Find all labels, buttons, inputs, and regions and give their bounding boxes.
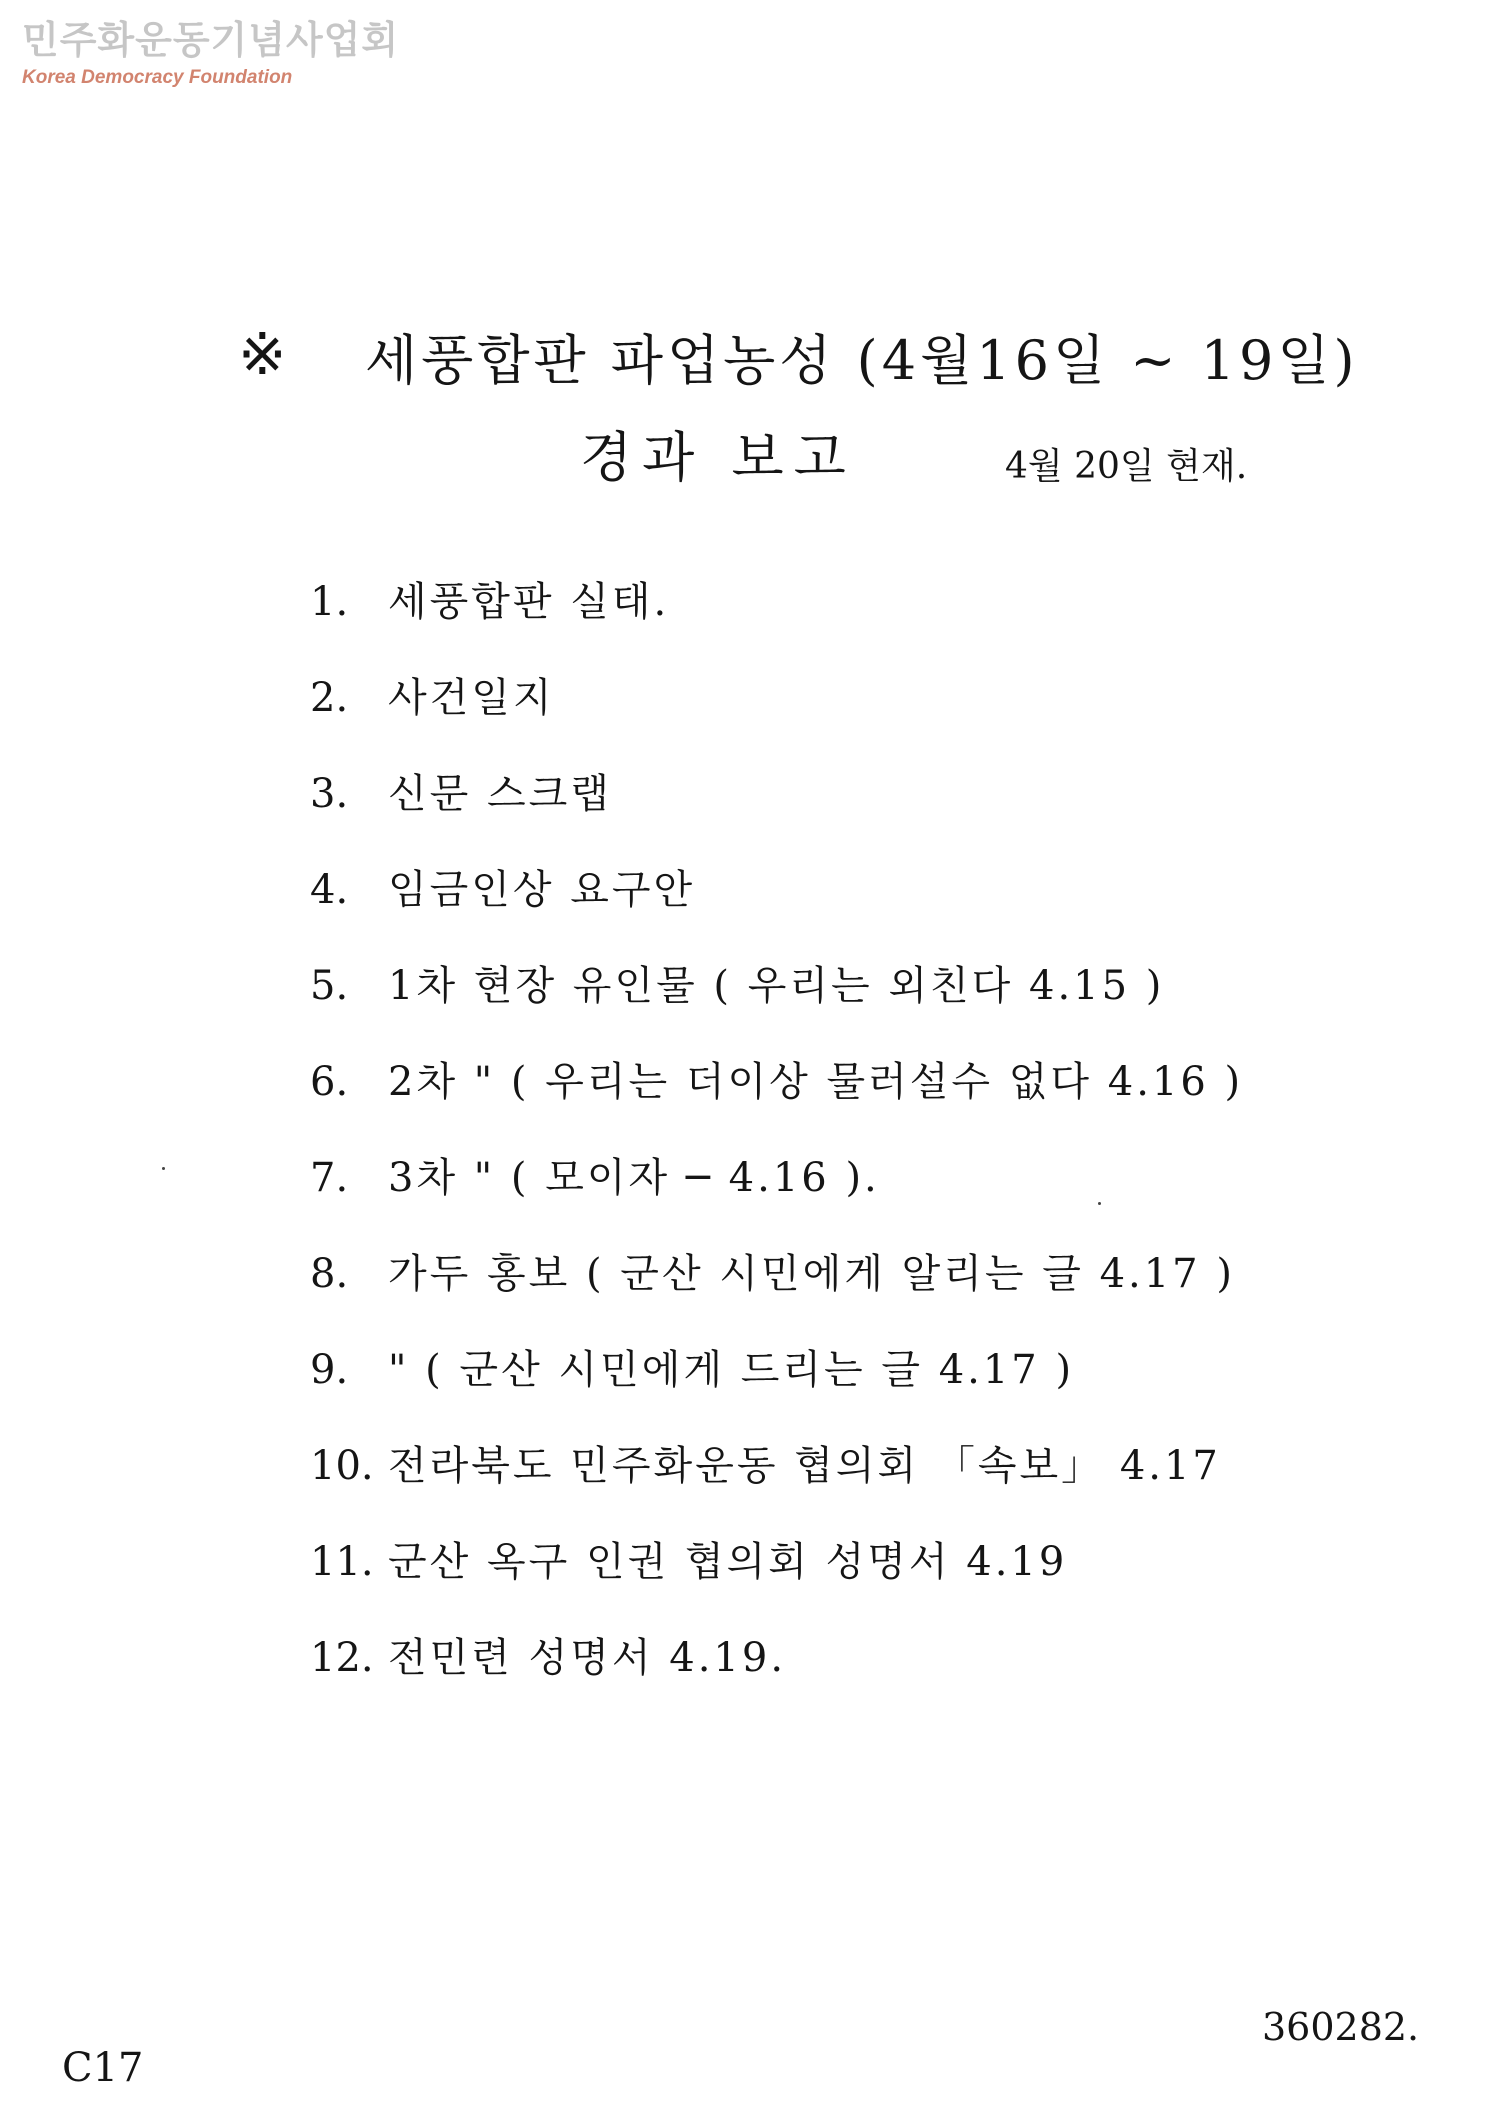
list-item-text: 군산 옥구 인권 협의회 성명서 4.19 — [388, 1539, 1068, 1585]
document-subtitle: 경과 보고 — [580, 426, 856, 489]
list-item — [310, 1338, 1243, 1434]
list-item-text: 신문 스크랩 — [388, 771, 612, 817]
list-item-number: 6. — [310, 1059, 349, 1105]
list-item — [310, 1530, 1243, 1626]
list-item — [310, 954, 1243, 1050]
list-item-number: 7. — [310, 1155, 349, 1201]
page-code: C17 — [62, 2045, 144, 2091]
document-date: 4월 20일 현재. — [1005, 446, 1248, 487]
list-item — [310, 1242, 1243, 1338]
list-item-number: 5. — [310, 963, 349, 1009]
list-item — [310, 666, 1243, 762]
reference-mark: ※ — [238, 320, 287, 388]
logo-korean-text: 민주화운동기념사업회 — [22, 18, 400, 62]
list-item — [310, 762, 1243, 858]
contents-list — [310, 570, 1243, 1722]
list-item-number: 2. — [310, 675, 349, 721]
list-item-number: 12. — [310, 1635, 374, 1681]
list-item-text: 1차 현장 유인물 ( 우리는 외친다 4.15 ) — [388, 963, 1165, 1009]
list-item-text: 2차 " ( 우리는 더이상 물러설수 없다 4.16 ) — [388, 1059, 1244, 1105]
list-item — [310, 1434, 1243, 1530]
list-item — [310, 1626, 1243, 1722]
list-item-text: 가두 홍보 ( 군산 시민에게 알리는 글 4.17 ) — [388, 1251, 1235, 1297]
logo-english-text: Korea Democracy Foundation — [22, 67, 293, 88]
document-title: 세풍합판 파업농성 (4월16일 ~ 19일) — [365, 329, 1359, 392]
list-item — [310, 1146, 1243, 1242]
scan-speck — [162, 1167, 165, 1170]
list-item-text: 임금인상 요구안 — [388, 867, 696, 913]
list-item-text: 세풍합판 실태. — [388, 579, 670, 625]
list-item-text: 3차 " ( 모이자 ─ 4.16 ). — [388, 1155, 880, 1201]
list-item — [310, 858, 1243, 954]
list-item-number: 11. — [310, 1539, 374, 1585]
list-item-text: 사건일지 — [388, 675, 555, 721]
list-item-number: 8. — [310, 1251, 349, 1297]
scan-speck — [1098, 1202, 1101, 1205]
list-item — [310, 570, 1243, 666]
list-item-number: 1. — [310, 579, 349, 625]
foundation-logo — [22, 18, 399, 90]
list-item-number: 9. — [310, 1347, 349, 1393]
list-item-text: " ( 군산 시민에게 드리는 글 4.17 ) — [388, 1347, 1075, 1393]
list-item — [310, 1050, 1243, 1146]
list-item-number: 4. — [310, 867, 349, 913]
document-number: 360282. — [1262, 2005, 1420, 2049]
list-item-text: 전민련 성명서 4.19. — [388, 1635, 787, 1681]
list-item-number: 3. — [310, 771, 349, 817]
list-item-text: 전라북도 민주화운동 협의회 「속보」 4.17 — [388, 1443, 1221, 1489]
list-item-number: 10. — [310, 1443, 374, 1489]
